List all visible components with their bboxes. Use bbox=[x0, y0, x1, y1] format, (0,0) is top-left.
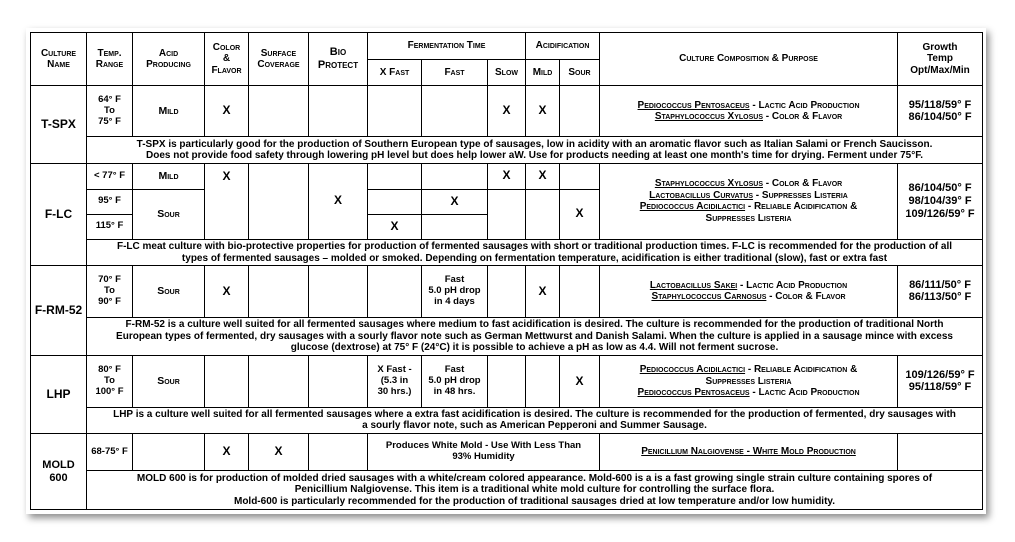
header-culture-name: Culture Name bbox=[31, 33, 87, 86]
fast-frm52: Fast 5.0 pH drop in 4 days bbox=[422, 266, 488, 317]
fast-lhp: Fast 5.0 pH drop in 48 hrs. bbox=[422, 356, 488, 407]
description-flc: F-LC meat culture with bio-protective properties for production of fermented sausages with short or traditional production times. F-LC is recommended for the production of all types of fermented sausages – molded or smoked. Depending on fermentation temperature, acidification is either traditional (slow), fast or extra fast bbox=[87, 239, 983, 266]
sour-mark-flc: X bbox=[560, 189, 600, 239]
culture-name-flc: F-LC bbox=[31, 164, 87, 266]
header-temp-range: Temp. Range bbox=[87, 33, 133, 86]
header-composition: Culture Composition & Purpose bbox=[600, 33, 898, 86]
composition-lhp: Pediococcus Acidilactici - Reliable Acidification & Suppresses Listeria Pediococcus Pentosaceus - Lactic Acid Production bbox=[600, 356, 898, 407]
header-fast: Fast bbox=[422, 59, 488, 86]
acid-producing-flc-sour: Sour bbox=[133, 189, 205, 239]
growth-temp-frm52: 86/111/50° F 86/113/50° F bbox=[898, 266, 983, 317]
x-fast-flc-2 bbox=[368, 189, 422, 215]
surface-coverage-tspx bbox=[249, 86, 309, 137]
growth-temp-mold600 bbox=[898, 434, 983, 471]
culture-table bbox=[30, 32, 983, 510]
growth-temp-lhp: 109/126/59° F 95/118/59° F bbox=[898, 356, 983, 407]
header-sour: Sour bbox=[560, 59, 600, 86]
acid-producing-mold600 bbox=[133, 434, 205, 471]
header-bio-protect: Bio Protect bbox=[309, 33, 368, 86]
acid-producing-flc-mild: Mild bbox=[133, 164, 205, 190]
desc-row-mold600 bbox=[31, 471, 983, 510]
table-row-frm52 bbox=[31, 266, 983, 317]
table-row-lhp bbox=[31, 356, 983, 407]
table-row-tspx bbox=[31, 86, 983, 137]
table-row-flc-1 bbox=[31, 164, 983, 190]
slow-mark-tspx: X bbox=[488, 86, 526, 137]
color-flavor-mark-tspx: X bbox=[205, 86, 249, 137]
header-surface-coverage: Surface Coverage bbox=[249, 33, 309, 86]
header-x-fast: X Fast bbox=[368, 59, 422, 86]
x-fast-mark-flc: X bbox=[368, 215, 422, 240]
sour-mark-lhp: X bbox=[560, 356, 600, 407]
header-mild: Mild bbox=[526, 59, 560, 86]
desc-row-lhp bbox=[31, 407, 983, 434]
mild-mark-tspx: X bbox=[526, 86, 560, 137]
culture-name-mold600: MOLD 600 bbox=[31, 434, 87, 510]
mild-mark-frm52: X bbox=[526, 266, 560, 317]
description-frm52: F-RM-52 is a culture well suited for all fermented sausages where medium to fast acidification is desired. The culture is recommended for the production of traditional North European types of fermented, dry sausages with a sourly flavor note such as German Mettwurst and Danish Salami. When the culture is applied in a sausage mince with excess glucose (dextrose) at 75° F (24°C) it is possible to achieve a pH as low as 4.4. Will not ferment sucrose. bbox=[87, 317, 983, 356]
header-slow: Slow bbox=[488, 59, 526, 86]
x-fast-frm52 bbox=[368, 266, 422, 317]
header-fermentation-time: Fermentation Time bbox=[368, 33, 526, 60]
slow-lhp bbox=[488, 356, 526, 407]
bio-protect-mark-flc: X bbox=[309, 164, 368, 240]
x-fast-tspx bbox=[368, 86, 422, 137]
header-row-1 bbox=[31, 33, 983, 60]
description-mold600: MOLD 600 is for production of molded dried sausages with a white/cream colored appearance. Mold-600 is a is a fast growing single strain culture containing spores of Penicillium Nalgiovense. This item is a traditional white mold culture for controlling the surface flora. Mold-600 is particularly recommended for the production of traditional sausages dried at low temperature and/or low humidity. bbox=[87, 471, 983, 510]
temp-range-lhp: 80° F To 100° F bbox=[87, 356, 133, 407]
temp-flc-95: 95° F bbox=[87, 189, 133, 215]
mild-lhp bbox=[526, 356, 560, 407]
acid-producing-frm52: Sour bbox=[133, 266, 205, 317]
culture-name-tspx: T-SPX bbox=[31, 86, 87, 164]
color-flavor-mark-flc: X bbox=[205, 164, 249, 240]
sour-tspx bbox=[560, 86, 600, 137]
bio-protect-mold600 bbox=[309, 434, 368, 471]
surface-coverage-flc bbox=[249, 164, 309, 240]
color-flavor-lhp bbox=[205, 356, 249, 407]
growth-temp-tspx: 95/118/59° F 86/104/50° F bbox=[898, 86, 983, 137]
x-fast-lhp: X Fast - (5.3 in 30 hrs.) bbox=[368, 356, 422, 407]
fast-mark-flc: X bbox=[422, 189, 488, 215]
color-flavor-mark-frm52: X bbox=[205, 266, 249, 317]
slow-frm52 bbox=[488, 266, 526, 317]
note-mold600: Produces White Mold - Use With Less Than 93% Humidity bbox=[368, 434, 600, 471]
desc-row-frm52 bbox=[31, 317, 983, 356]
temp-flc-77: < 77° F bbox=[87, 164, 133, 190]
x-fast-flc-1 bbox=[368, 164, 422, 190]
temp-range-frm52: 70° F To 90° F bbox=[87, 266, 133, 317]
bio-protect-frm52 bbox=[309, 266, 368, 317]
temp-range-mold600: 68-75° F bbox=[87, 434, 133, 471]
culture-name-lhp: LHP bbox=[31, 356, 87, 434]
culture-chart-sheet bbox=[26, 28, 986, 514]
header-color-flavor: Color & Flavor bbox=[205, 33, 249, 86]
acid-producing-lhp: Sour bbox=[133, 356, 205, 407]
header-acid-producing: Acid Producing bbox=[133, 33, 205, 86]
fast-tspx bbox=[422, 86, 488, 137]
acid-producing-tspx: Mild bbox=[133, 86, 205, 137]
header-acidification: Acidification bbox=[526, 33, 600, 60]
header-growth-temp: Growth Temp Opt/Max/Min bbox=[898, 33, 983, 86]
temp-flc-115: 115° F bbox=[87, 215, 133, 240]
surface-coverage-mark-mold600: X bbox=[249, 434, 309, 471]
composition-frm52: Lactobacillus Sakei - Lactic Acid Production Staphylococcus Carnosus - Color & Flavor bbox=[600, 266, 898, 317]
desc-row-flc bbox=[31, 239, 983, 266]
bio-protect-tspx bbox=[309, 86, 368, 137]
mild-mark-flc: X bbox=[526, 164, 560, 190]
mild-flc-2 bbox=[526, 189, 560, 239]
temp-range-tspx: 64° F To 75° F bbox=[87, 86, 133, 137]
slow-mark-flc: X bbox=[488, 164, 526, 190]
description-tspx: T-SPX is particularly good for the production of Southern European type of sausages, low in acidity with an aromatic flavor such as Italian Salami or French Saucisson. Does not provide food safety through lowering pH level but does help lower aW. Use for products needing at least one month's time for drying. Ferment under 75°F. bbox=[87, 137, 983, 164]
surface-coverage-frm52 bbox=[249, 266, 309, 317]
fast-flc-3 bbox=[422, 215, 488, 240]
composition-tspx: Pediococcus Pentosaceus - Lactic Acid Production Staphylococcus Xylosus - Color & Flavor bbox=[600, 86, 898, 137]
composition-mold600: Penicillium Nalgiovense - White Mold Production bbox=[600, 434, 898, 471]
growth-temp-flc: 86/104/50° F 98/104/39° F 109/126/59° F bbox=[898, 164, 983, 240]
description-lhp: LHP is a culture well suited for all fermented sausages where a extra fast acidification is desired. The culture is recommended for the production of fermented, dry sausages with a sourly flavor note, such as American Pepperoni and Summer Sausage. bbox=[87, 407, 983, 434]
table-row-mold600 bbox=[31, 434, 983, 471]
fast-flc-1 bbox=[422, 164, 488, 190]
composition-flc: Staphylococcus Xylosus - Color & Flavor Lactobacillus Curvatus - Suppresses Listeria Pediococcus Acidilactici - Reliable Acidification & Suppresses Listeria bbox=[600, 164, 898, 240]
surface-coverage-lhp bbox=[249, 356, 309, 407]
sour-flc-1 bbox=[560, 164, 600, 190]
desc-row-tspx bbox=[31, 137, 983, 164]
bio-protect-lhp bbox=[309, 356, 368, 407]
sour-frm52 bbox=[560, 266, 600, 317]
culture-name-frm52: F-RM-52 bbox=[31, 266, 87, 356]
slow-flc-2 bbox=[488, 189, 526, 239]
color-flavor-mark-mold600: X bbox=[205, 434, 249, 471]
